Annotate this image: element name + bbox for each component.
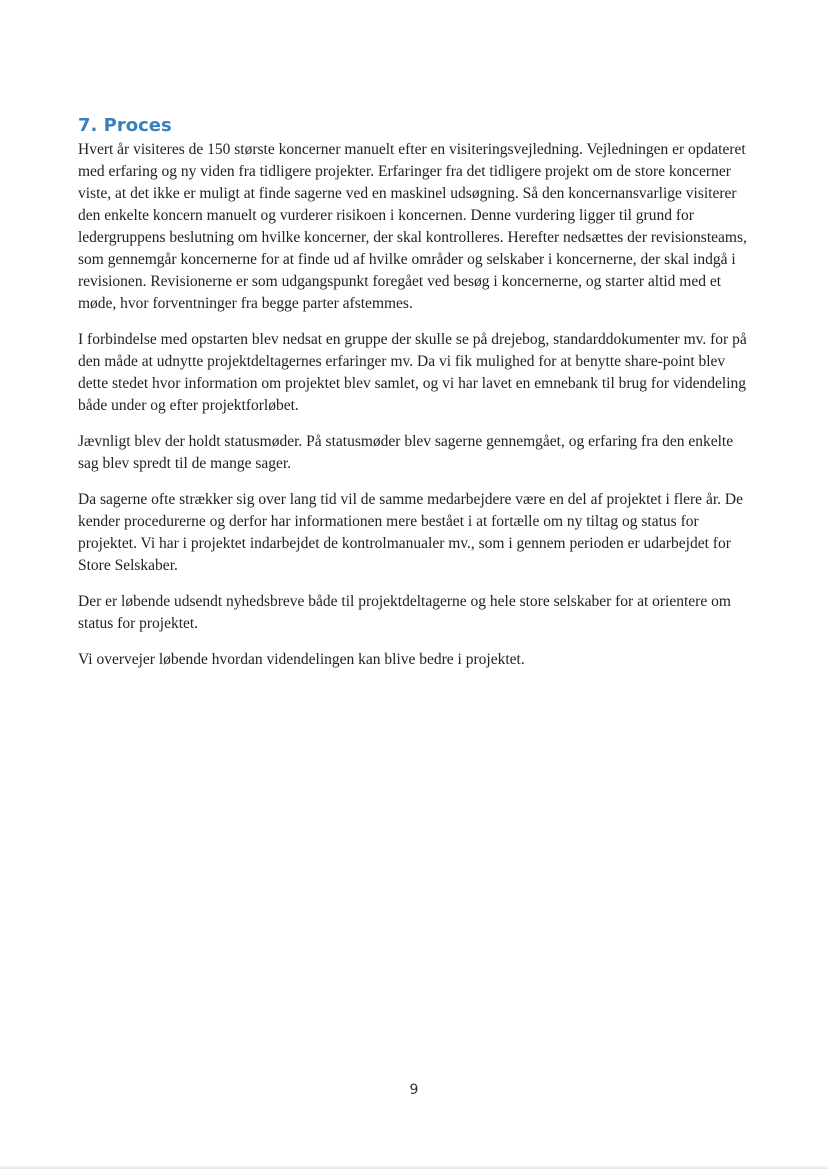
paragraph-status-meetings: Jævnligt blev der holdt statusmøder. På statusmøder blev sagerne gennemgået, og erfaring fra den enkelte sag blev spredt til de mange sager. <box>78 433 734 472</box>
page-content <box>78 114 750 685</box>
page-number: 9 <box>409 1082 419 1098</box>
paragraph-long-cases: Da sagerne ofte strækker sig over lang tid vil de samme medarbejdere være en del af projektet i flere år. De kender procedurerne og derfor har informationen mere bestået i at fortælle om ny tiltag og status for projektet. Vi har i projektet indarbejdet de kontrolmanualer mv., som i gennem perioden er udarbejdet for Store Selskaber. <box>78 491 743 574</box>
paragraph-knowledge-sharing: Vi overvejer løbende hvordan videndelingen kan blive bedre i projektet. <box>78 651 525 668</box>
paragraph-startup-group: I forbindelse med opstarten blev nedsat en gruppe der skulle se på drejebog, standarddokumenter mv. for på den måde at udnytte projektdeltagernes erfaringer mv. Da vi fik mulighed for at benytte share-point blev dette stedet hvor information om projektet blev samlet, og vi har lavet en emnebank til brug for videndeling både under og efter projektforløbet. <box>78 331 747 414</box>
paragraph-process-overview: Hvert år visiteres de 150 største koncerner manuelt efter en visiteringsvejledning. Vejledningen er opdateret med erfaring og ny viden fra tidligere projekter. Erfaringer fra det tidligere projekt om de store koncerner viste, at det ikke er muligt at finde sagerne ved en maskinel udsøgning. Så den koncernansvarlige visiterer den enkelte koncern manuelt og vurderer risikoen i koncernen. Denne vurdering ligger til grund for ledergruppens beslutning om hvilke koncerner, der skal kontrolleres. Herefter nedsættes der revisionsteams, som gennemgår koncernerne for at finde ud af hvilke områder og selskaber i koncernerne, der skal indgå i revisionen. Revisionerne er som udgangspunkt foregået ved besøg i koncernerne, og starter altid med et møde, hvor forventninger fra begge parter afstemmes. <box>78 141 747 312</box>
section-heading: 7. Proces <box>78 115 172 136</box>
page-bottom-edge <box>0 1165 828 1169</box>
paragraph-newsletters: Der er løbende udsendt nyhedsbreve både til projektdeltagerne og hele store selskaber for at orientere om status for projektet. <box>78 593 731 632</box>
